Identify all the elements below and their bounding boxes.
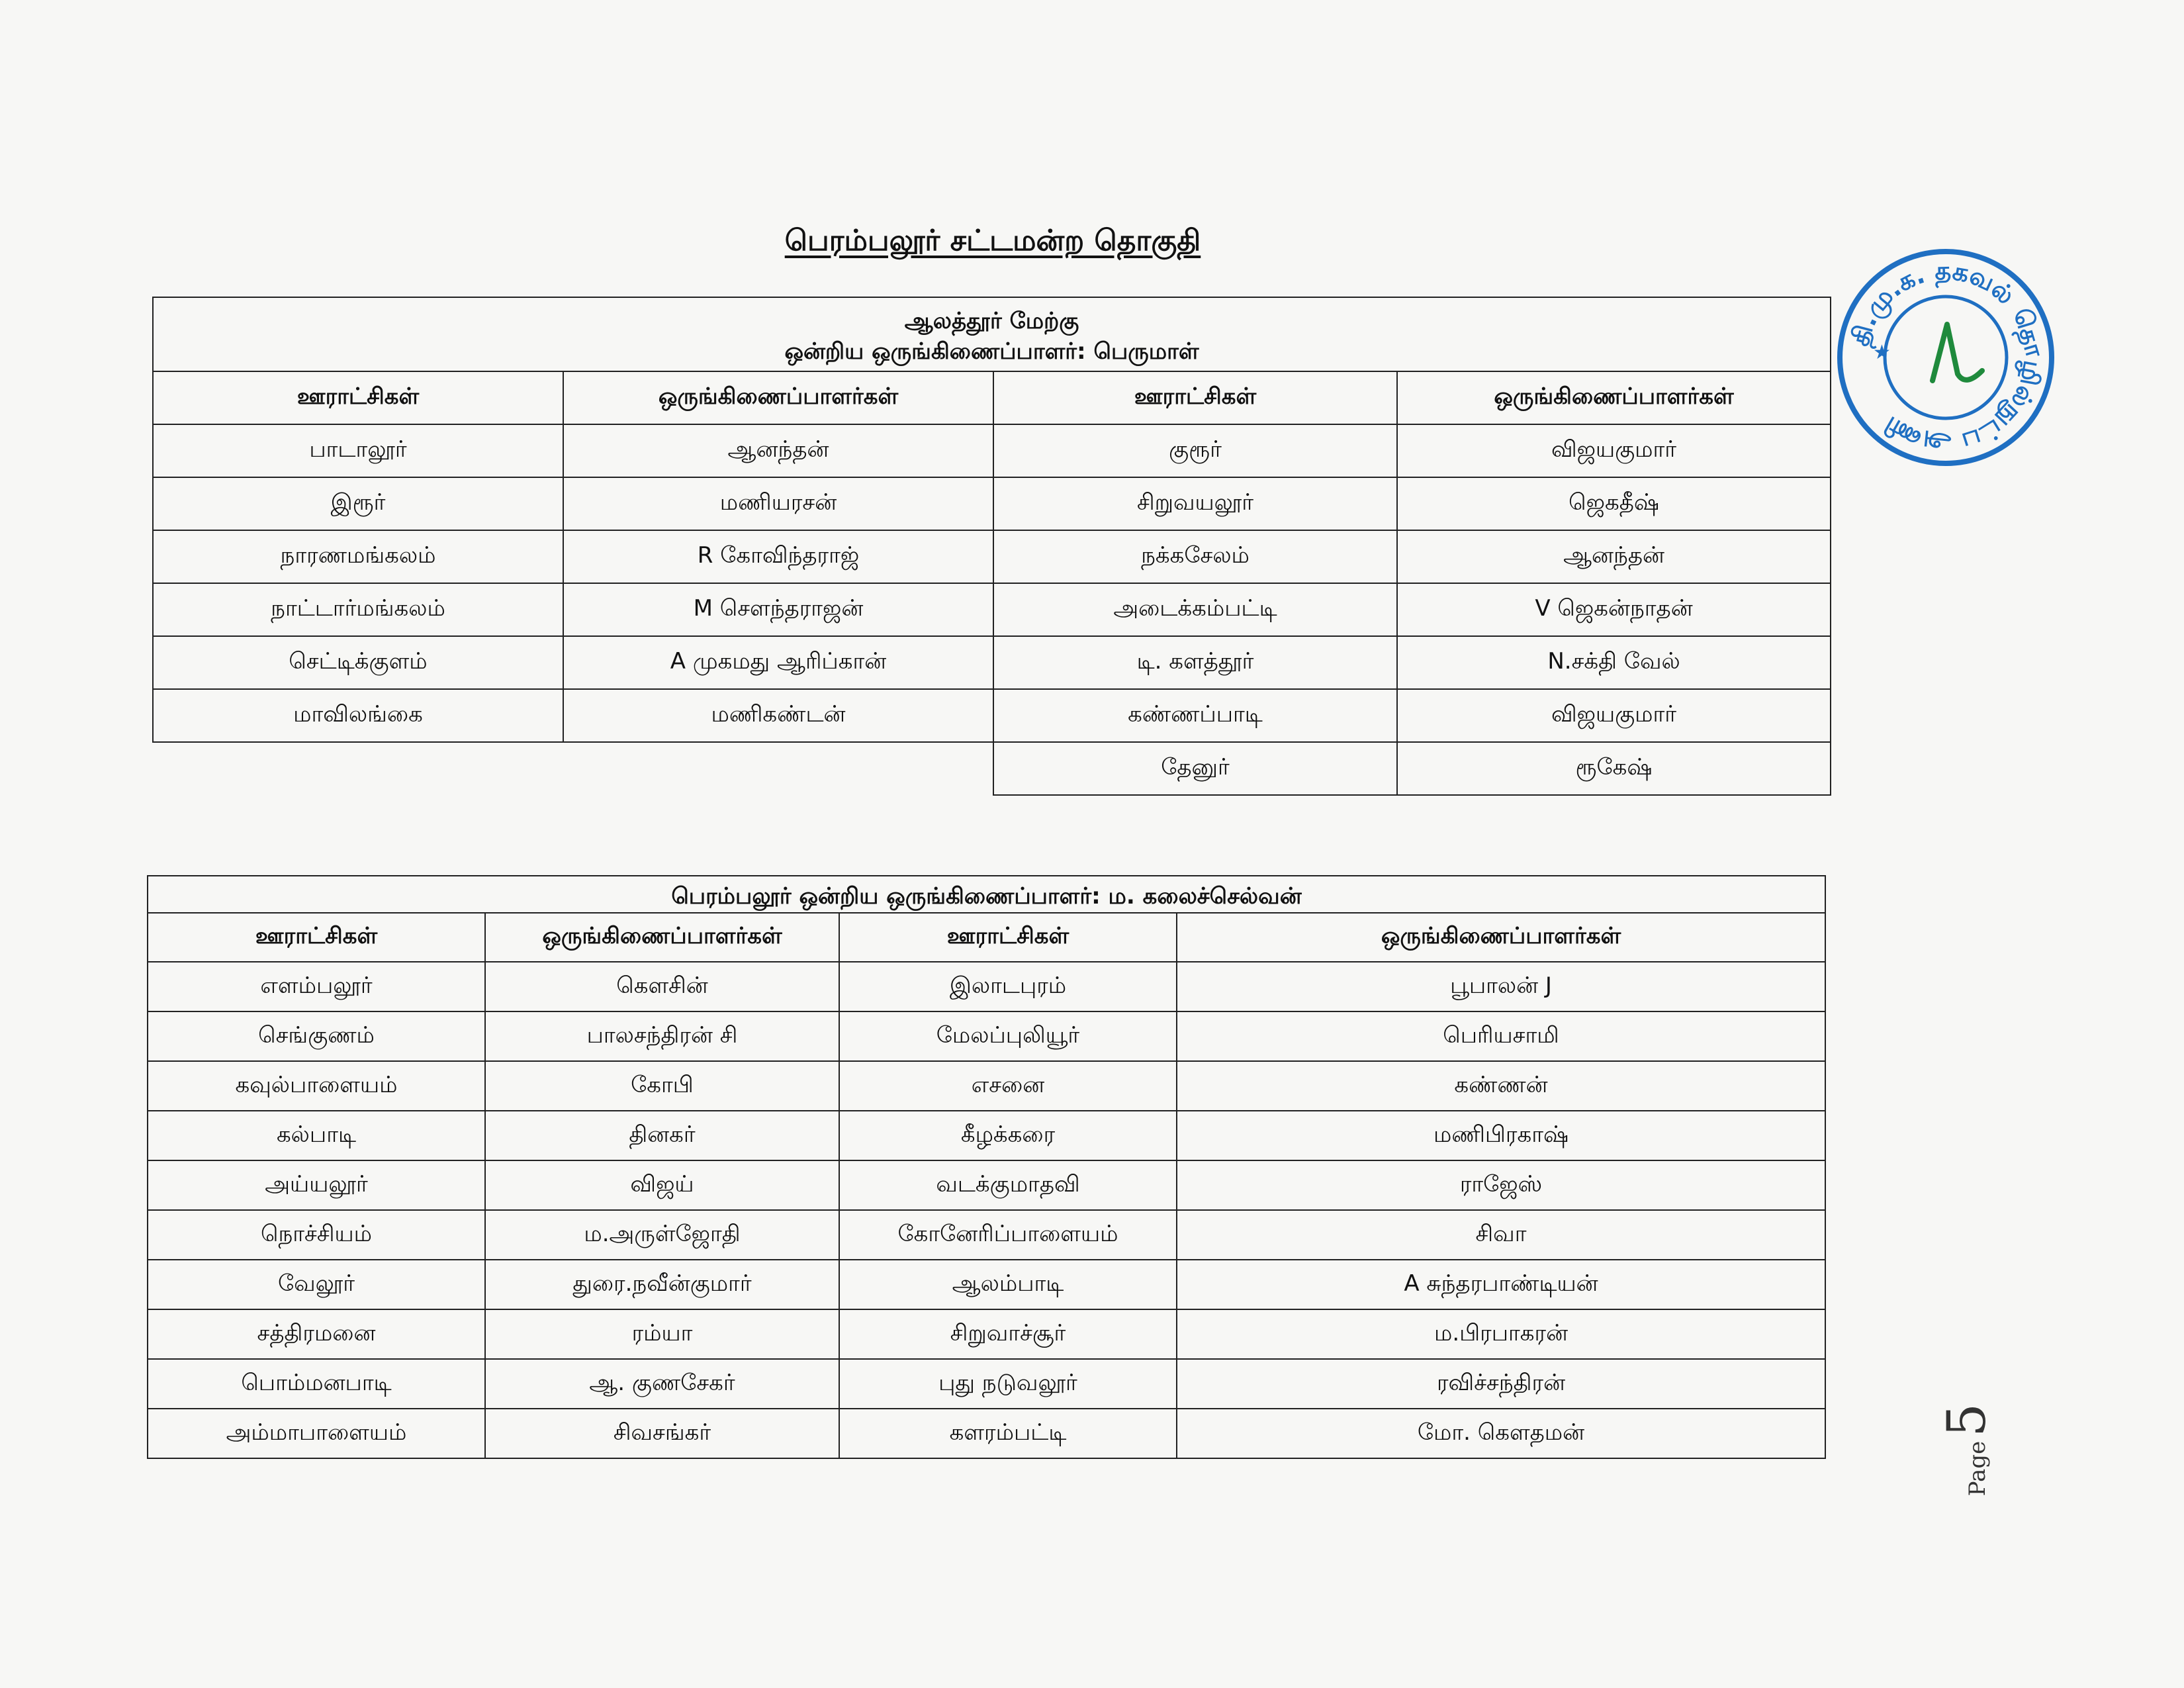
stamp-inner-ring xyxy=(1885,297,2007,418)
page-number-value: 5 xyxy=(1936,1403,1997,1437)
table-row xyxy=(153,636,1831,689)
perambalur-union-table xyxy=(147,875,1826,1459)
panchayat-cell: வேலூர் xyxy=(148,1260,485,1309)
empty-cell xyxy=(153,742,993,795)
table-row xyxy=(153,689,1831,742)
coordinator-cell: கோபி xyxy=(485,1061,839,1111)
coordinator-cell: பெரியசாமி xyxy=(1177,1011,1825,1061)
header-panchayats: ஊராட்சிகள் xyxy=(993,371,1397,424)
coordinator-cell: பாலசந்திரன் சி xyxy=(485,1011,839,1061)
panchayat-cell: நாரணமங்கலம் xyxy=(153,530,563,583)
panchayat-cell: எசனை xyxy=(839,1061,1177,1111)
table2-caption: பெரம்பலூர் ஒன்றிய ஒருங்கிணைப்பாளர்: ம. கலைச்செல்வன் xyxy=(148,876,1825,913)
panchayat-cell: கல்பாடி xyxy=(148,1111,485,1160)
page-title: பெரம்பலூர் சட்டமன்ற தொகுதி xyxy=(784,224,1201,258)
coordinator-cell: விஜயகுமார் xyxy=(1397,689,1831,742)
table-row xyxy=(148,1210,1825,1260)
coordinator-cell: ரூகேஷ் xyxy=(1397,742,1831,795)
table2-header-row xyxy=(148,913,1825,962)
table-row xyxy=(148,1359,1825,1409)
panchayat-cell: அய்யலூர் xyxy=(148,1160,485,1210)
coordinator-cell: பூபாலன் J xyxy=(1177,962,1825,1011)
panchayat-cell: டி. களத்தூர் xyxy=(993,636,1397,689)
panchayat-cell: மேலப்புலியூர் xyxy=(839,1011,1177,1061)
table-row xyxy=(153,477,1831,530)
table-row xyxy=(148,1111,1825,1160)
coordinator-cell: ஆனந்தன் xyxy=(563,424,993,477)
panchayat-cell: புது நடுவலூர் xyxy=(839,1359,1177,1409)
coordinator-cell: ஆ. குணசேகர் xyxy=(485,1359,839,1409)
panchayat-cell: கண்ணப்பாடி xyxy=(993,689,1397,742)
table-row xyxy=(148,1061,1825,1111)
dmk-it-wing-stamp xyxy=(1833,245,2058,470)
panchayat-cell: கவுல்பாளையம் xyxy=(148,1061,485,1111)
coordinator-cell: ஜெகதீஷ் xyxy=(1397,477,1831,530)
coordinator-cell: A சுந்தரபாண்டியன் xyxy=(1177,1260,1825,1309)
panchayat-cell: ஆலம்பாடி xyxy=(839,1260,1177,1309)
coordinator-cell: A முகமது ஆரிப்கான் xyxy=(563,636,993,689)
coordinator-cell: மணியரசன் xyxy=(563,477,993,530)
panchayat-cell: களரம்பட்டி xyxy=(839,1409,1177,1458)
panchayat-cell: மாவிலங்கை xyxy=(153,689,563,742)
coordinator-cell: மணிபிரகாஷ் xyxy=(1177,1111,1825,1160)
coordinator-cell: V ஜெகன்நாதன் xyxy=(1397,583,1831,636)
panchayat-cell: தேனுர் xyxy=(993,742,1397,795)
coordinator-cell: விஜய் xyxy=(485,1160,839,1210)
coordinator-cell: ரம்யா xyxy=(485,1309,839,1359)
header-panchayats: ஊராட்சிகள் xyxy=(148,913,485,962)
coordinator-cell: சிவசங்கர் xyxy=(485,1409,839,1458)
page-number-label: Page xyxy=(1964,1440,1991,1497)
coordinator-cell: கௌசின் xyxy=(485,962,839,1011)
panchayat-cell: அம்மாபாளையம் xyxy=(148,1409,485,1458)
header-panchayats: ஊராட்சிகள் xyxy=(153,371,563,424)
panchayat-cell: எளம்பலூர் xyxy=(148,962,485,1011)
coordinator-cell: மோ. கௌதமன் xyxy=(1177,1409,1825,1458)
table1-caption-line1: ஆலத்தூர் மேற்கு xyxy=(904,308,1079,334)
panchayat-cell: கோனேரிப்பாளையம் xyxy=(839,1210,1177,1260)
panchayat-cell: இலாடபுரம் xyxy=(839,962,1177,1011)
stamp-logo-icon xyxy=(1933,324,1982,381)
panchayat-cell: சிறுவயலூர் xyxy=(993,477,1397,530)
coordinator-cell: R கோவிந்தராஜ் xyxy=(563,530,993,583)
coordinator-cell: ஆனந்தன் xyxy=(1397,530,1831,583)
coordinator-cell: மணிகண்டன் xyxy=(563,689,993,742)
panchayat-cell: நொச்சியம் xyxy=(148,1210,485,1260)
panchayat-cell: சத்திரமனை xyxy=(148,1309,485,1359)
table1-caption-line2: ஒன்றிய ஒருங்கிணைப்பாளர்: பெருமாள் xyxy=(784,338,1199,365)
coordinator-cell: ரவிச்சந்திரன் xyxy=(1177,1359,1825,1409)
table-row xyxy=(148,1309,1825,1359)
header-panchayats: ஊராட்சிகள் xyxy=(839,913,1177,962)
stamp-star-icon: ★ xyxy=(1873,341,1891,364)
alathur-west-table xyxy=(152,297,1831,796)
coordinator-cell: N.சக்தி வேல் xyxy=(1397,636,1831,689)
header-coordinators: ஒருங்கிணைப்பாளர்கள் xyxy=(1397,371,1831,424)
panchayat-cell: வடக்குமாதவி xyxy=(839,1160,1177,1210)
panchayat-cell: செங்குணம் xyxy=(148,1011,485,1061)
header-coordinators: ஒருங்கிணைப்பாளர்கள் xyxy=(1177,913,1825,962)
page-number xyxy=(1936,1403,2068,1497)
panchayat-cell: நக்கசேலம் xyxy=(993,530,1397,583)
coordinator-cell: சிவா xyxy=(1177,1210,1825,1260)
panchayat-cell: அடைக்கம்பட்டி xyxy=(993,583,1397,636)
coordinator-cell: விஜயகுமார் xyxy=(1397,424,1831,477)
header-coordinators: ஒருங்கிணைப்பாளர்கள் xyxy=(563,371,993,424)
coordinator-cell: ம.பிரபாகரன் xyxy=(1177,1309,1825,1359)
panchayat-cell: கீழக்கரை xyxy=(839,1111,1177,1160)
panchayat-cell: பொம்மனபாடி xyxy=(148,1359,485,1409)
table-row xyxy=(148,1260,1825,1309)
coordinator-cell: கண்ணன் xyxy=(1177,1061,1825,1111)
table-row xyxy=(148,1011,1825,1061)
panchayat-cell: சிறுவாச்சூர் xyxy=(839,1309,1177,1359)
coordinator-cell: துரை.நவீன்குமார் xyxy=(485,1260,839,1309)
coordinator-cell: ராஜேஸ் xyxy=(1177,1160,1825,1210)
coordinator-cell: தினகர் xyxy=(485,1111,839,1160)
table-row xyxy=(148,962,1825,1011)
table1-caption xyxy=(153,297,1831,371)
table1-header-row xyxy=(153,371,1831,424)
panchayat-cell: இரூர் xyxy=(153,477,563,530)
coordinator-cell: ம.அருள்ஜோதி xyxy=(485,1210,839,1260)
table-row xyxy=(153,530,1831,583)
panchayat-cell: செட்டிக்குளம் xyxy=(153,636,563,689)
table-row xyxy=(153,424,1831,477)
panchayat-cell: பாடாலூர் xyxy=(153,424,563,477)
table-row xyxy=(153,583,1831,636)
coordinator-cell: M சௌந்தராஜன் xyxy=(563,583,993,636)
panchayat-cell: நாட்டார்மங்கலம் xyxy=(153,583,563,636)
table-row xyxy=(148,1160,1825,1210)
header-coordinators: ஒருங்கிணைப்பாளர்கள் xyxy=(485,913,839,962)
panchayat-cell: குரூர் xyxy=(993,424,1397,477)
table-row xyxy=(148,1409,1825,1458)
stamp-text-path: தி.மு.க. தகவல் தொழில்நுட்ப அணி xyxy=(1845,256,2050,460)
table1-extra-row xyxy=(153,742,1831,795)
